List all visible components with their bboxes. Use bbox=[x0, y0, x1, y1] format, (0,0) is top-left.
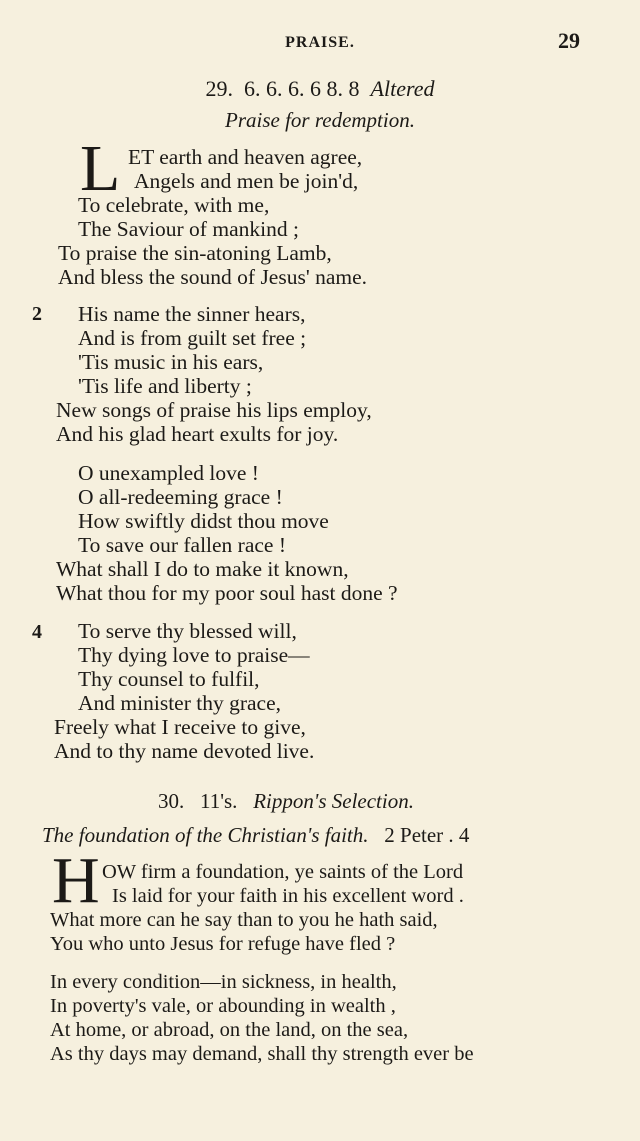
verse-line: As thy days may demand, shall thy strength ever be bbox=[50, 1043, 474, 1065]
verse-line: The Saviour of mankind ; bbox=[78, 217, 299, 241]
verse-line: Thy counsel to fulfil, bbox=[78, 667, 260, 691]
verse-line: How swiftly didst thou move bbox=[78, 509, 329, 533]
verse-line: 'Tis life and liberty ; bbox=[78, 374, 252, 398]
verse-line: In every condition—in sickness, in health, bbox=[50, 971, 397, 993]
running-header: PRAISE. bbox=[285, 34, 355, 51]
hymn-29-heading bbox=[0, 76, 640, 102]
verse-line: To praise the sin-atoning Lamb, bbox=[58, 241, 332, 265]
verse-line: New songs of praise his lips employ, bbox=[56, 398, 372, 422]
verse-line: Thy dying love to praise— bbox=[78, 643, 310, 667]
stanza-number: 2 bbox=[32, 303, 42, 325]
verse-line: And his glad heart exults for joy. bbox=[56, 422, 339, 446]
verse-line: And bless the sound of Jesus' name. bbox=[58, 265, 368, 289]
verse-line: What shall I do to make it known, bbox=[56, 557, 349, 581]
hymn-number: 29. bbox=[205, 76, 234, 101]
hymn-source: Rippon's Selection. bbox=[253, 789, 414, 813]
verse-line: Is laid for your faith in his excellent word . bbox=[112, 885, 464, 907]
verse-line: In poverty's vale, or abounding in wealth , bbox=[50, 995, 396, 1017]
scripture-reference: 2 Peter . 4 bbox=[384, 823, 470, 847]
verse-line: Angels and men be join'd, bbox=[134, 169, 359, 193]
verse-line: To save our fallen race ! bbox=[78, 533, 287, 557]
verse-line: And is from guilt set free ; bbox=[78, 326, 307, 350]
verse-line: And to thy name devoted live. bbox=[54, 739, 315, 763]
verse-line: What thou for my poor soul hast done ? bbox=[56, 581, 398, 605]
page-number: 29 bbox=[558, 28, 580, 53]
verse-line: You who unto Jesus for refuge have fled ? bbox=[50, 933, 396, 955]
hymn-30-subtitle bbox=[42, 823, 469, 848]
stanza-number: 4 bbox=[32, 621, 42, 643]
hymn-meter: 11's. bbox=[200, 789, 238, 813]
verse-line: To celebrate, with me, bbox=[78, 193, 270, 217]
verse-line: At home, or abroad, on the land, on the sea, bbox=[50, 1019, 409, 1041]
verse-line: What more can he say than to you he hath said, bbox=[50, 909, 438, 931]
hymn-source: Altered bbox=[370, 76, 435, 101]
hymn-29-title: Praise for redemption. bbox=[225, 108, 415, 132]
verse-line: And minister thy grace, bbox=[78, 691, 282, 715]
verse-line: OW firm a foundation, ye saints of the Lord bbox=[102, 861, 464, 883]
hymn-number: 30. bbox=[158, 789, 185, 813]
hymn-title: The foundation of the Christian's faith. bbox=[42, 823, 369, 847]
drop-cap: L bbox=[80, 132, 121, 205]
verse-line: 'Tis music in his ears, bbox=[78, 350, 264, 374]
verse-line: Freely what I receive to give, bbox=[54, 715, 306, 739]
verse-line: To serve thy blessed will, bbox=[78, 619, 297, 643]
verse-line: ET earth and heaven agree, bbox=[128, 145, 363, 169]
verse-line: O unexampled love ! bbox=[78, 461, 259, 485]
hymn-meter: 6. 6. 6. 6 8. 8 bbox=[244, 76, 360, 101]
verse-line: His name the sinner hears, bbox=[78, 302, 306, 326]
hymn-30-heading bbox=[158, 789, 414, 814]
verse-line: O all-redeeming grace ! bbox=[78, 485, 283, 509]
drop-cap: H bbox=[52, 844, 100, 917]
